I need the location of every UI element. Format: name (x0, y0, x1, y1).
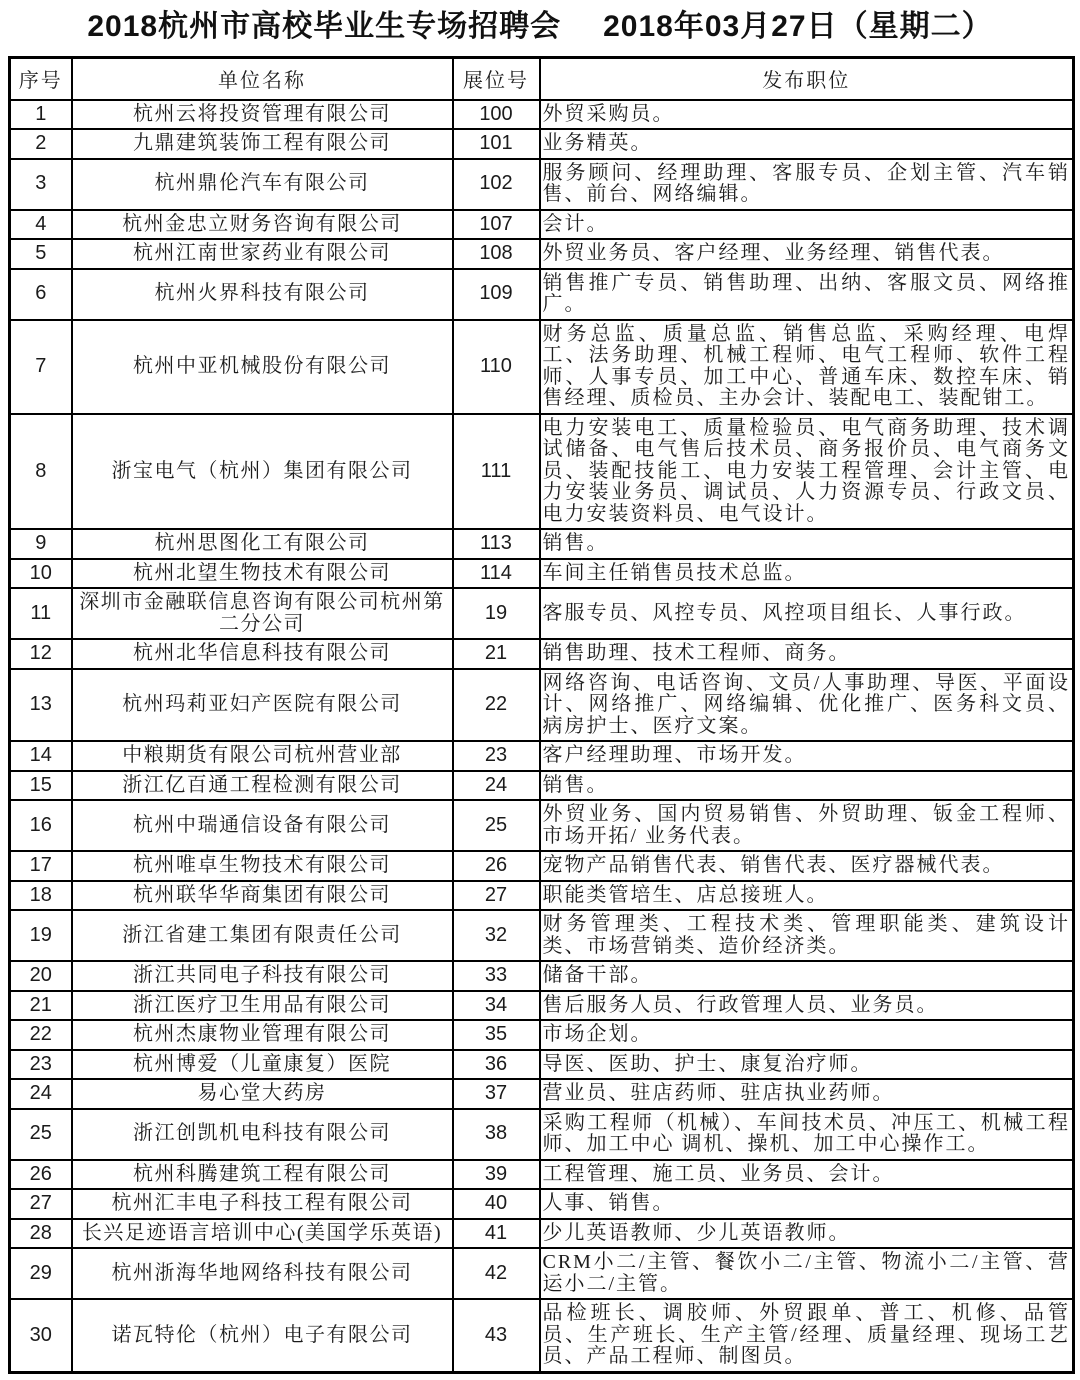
company-name-cell: 杭州火界科技有限公司 (72, 269, 453, 320)
table-row (10, 881, 1074, 911)
table-row (10, 851, 1074, 881)
serial-number-cell: 25 (10, 1109, 72, 1160)
serial-number-cell: 28 (10, 1219, 72, 1249)
table-row (10, 1160, 1074, 1190)
booth-number-cell: 33 (453, 961, 540, 991)
positions-cell: 储备干部。 (540, 961, 1074, 991)
table-body (10, 100, 1074, 1373)
company-name-cell: 杭州中亚机械股份有限公司 (72, 320, 453, 414)
serial-number-cell: 14 (10, 741, 72, 771)
company-name-cell: 杭州思图化工有限公司 (72, 529, 453, 559)
company-name-cell: 杭州北华信息科技有限公司 (72, 639, 453, 669)
serial-number-cell: 15 (10, 771, 72, 801)
positions-cell: 车间主任销售员技术总监。 (540, 559, 1074, 589)
company-name-cell: 杭州江南世家药业有限公司 (72, 239, 453, 269)
serial-number-cell: 24 (10, 1079, 72, 1109)
booth-number-cell: 39 (453, 1160, 540, 1190)
serial-number-cell: 8 (10, 414, 72, 530)
company-name-cell: 长兴足迹语言培训中心(美国学乐英语) (72, 1219, 453, 1249)
booth-number-cell: 23 (453, 741, 540, 771)
serial-number-cell: 6 (10, 269, 72, 320)
booth-number-cell: 21 (453, 639, 540, 669)
column-header-company-name: 单位名称 (72, 58, 453, 100)
positions-cell: 品检班长、调胶师、外贸跟单、普工、机修、品管员、生产班长、生产主管/经理、质量经理、现场工艺员、产品工程师、制图员。 (540, 1299, 1074, 1372)
serial-number-cell: 29 (10, 1248, 72, 1299)
positions-cell: 客户经理助理、市场开发。 (540, 741, 1074, 771)
table-row (10, 588, 1074, 639)
booth-number-cell: 25 (453, 800, 540, 851)
serial-number-cell: 5 (10, 239, 72, 269)
serial-number-cell: 11 (10, 588, 72, 639)
table-row (10, 1189, 1074, 1219)
table-row (10, 1109, 1074, 1160)
booth-number-cell: 34 (453, 991, 540, 1021)
booth-number-cell: 38 (453, 1109, 540, 1160)
positions-cell: 售后服务人员、行政管理人员、业务员。 (540, 991, 1074, 1021)
booth-number-cell: 19 (453, 588, 540, 639)
company-name-cell: 中粮期货有限公司杭州营业部 (72, 741, 453, 771)
serial-number-cell: 27 (10, 1189, 72, 1219)
serial-number-cell: 26 (10, 1160, 72, 1190)
company-name-cell: 杭州唯卓生物技术有限公司 (72, 851, 453, 881)
serial-number-cell: 18 (10, 881, 72, 911)
table-row (10, 320, 1074, 414)
positions-cell: 客服专员、风控专员、风控项目组长、人事行政。 (540, 588, 1074, 639)
booth-number-cell: 24 (453, 771, 540, 801)
serial-number-cell: 20 (10, 961, 72, 991)
booth-number-cell: 102 (453, 159, 540, 210)
booth-number-cell: 107 (453, 210, 540, 240)
company-name-cell: 杭州北望生物技术有限公司 (72, 559, 453, 589)
booth-number-cell: 22 (453, 669, 540, 742)
serial-number-cell: 4 (10, 210, 72, 240)
booth-number-cell: 108 (453, 239, 540, 269)
table-row (10, 129, 1074, 159)
positions-cell: 职能类管培生、店总接班人。 (540, 881, 1074, 911)
table-row (10, 239, 1074, 269)
title-event-name: 2018杭州市高校毕业生专场招聘会 (87, 10, 562, 43)
positions-cell: 工程管理、施工员、业务员、会计。 (540, 1160, 1074, 1190)
company-name-cell: 杭州金忠立财务咨询有限公司 (72, 210, 453, 240)
positions-cell: 会计。 (540, 210, 1074, 240)
table-row (10, 269, 1074, 320)
positions-cell: 外贸业务、国内贸易销售、外贸助理、钣金工程师、市场开拓/ 业务代表。 (540, 800, 1074, 851)
company-name-cell: 杭州汇丰电子科技工程有限公司 (72, 1189, 453, 1219)
serial-number-cell: 21 (10, 991, 72, 1021)
positions-cell: 外贸业务员、客户经理、业务经理、销售代表。 (540, 239, 1074, 269)
booth-number-cell: 109 (453, 269, 540, 320)
serial-number-cell: 23 (10, 1050, 72, 1080)
title-date: 2018年03月27日（星期二） (603, 10, 993, 43)
positions-cell: 市场企划。 (540, 1020, 1074, 1050)
booth-number-cell: 101 (453, 129, 540, 159)
booth-number-cell: 26 (453, 851, 540, 881)
table-row (10, 1219, 1074, 1249)
table-row (10, 639, 1074, 669)
positions-cell: 外贸采购员。 (540, 100, 1074, 130)
serial-number-cell: 1 (10, 100, 72, 130)
booth-number-cell: 41 (453, 1219, 540, 1249)
table-row (10, 1079, 1074, 1109)
serial-number-cell: 2 (10, 129, 72, 159)
table-row (10, 100, 1074, 130)
serial-number-cell: 12 (10, 639, 72, 669)
company-name-cell: 易心堂大药房 (72, 1079, 453, 1109)
company-name-cell: 杭州杰康物业管理有限公司 (72, 1020, 453, 1050)
booth-number-cell: 27 (453, 881, 540, 911)
table-row (10, 559, 1074, 589)
booth-number-cell: 37 (453, 1079, 540, 1109)
table-row (10, 771, 1074, 801)
company-name-cell: 杭州联华华商集团有限公司 (72, 881, 453, 911)
company-name-cell: 杭州博爱（儿童康复）医院 (72, 1050, 453, 1080)
table-row (10, 991, 1074, 1021)
table-row (10, 414, 1074, 530)
serial-number-cell: 9 (10, 529, 72, 559)
booth-number-cell: 43 (453, 1299, 540, 1372)
booth-number-cell: 40 (453, 1189, 540, 1219)
serial-number-cell: 30 (10, 1299, 72, 1372)
positions-cell: 销售。 (540, 529, 1074, 559)
company-name-cell: 杭州中瑞通信设备有限公司 (72, 800, 453, 851)
positions-cell: CRM小二/主管、餐饮小二/主管、物流小二/主管、营运小二/主管。 (540, 1248, 1074, 1299)
positions-cell: 营业员、驻店药师、驻店执业药师。 (540, 1079, 1074, 1109)
positions-cell: 宠物产品销售代表、销售代表、医疗器械代表。 (540, 851, 1074, 881)
booth-number-cell: 111 (453, 414, 540, 530)
company-name-cell: 浙江亿百通工程检测有限公司 (72, 771, 453, 801)
serial-number-cell: 10 (10, 559, 72, 589)
column-header-positions: 发布职位 (540, 58, 1074, 100)
table-row (10, 210, 1074, 240)
booth-number-cell: 114 (453, 559, 540, 589)
company-name-cell: 杭州浙海华地网络科技有限公司 (72, 1248, 453, 1299)
table-header-row (10, 58, 1074, 100)
positions-cell: 销售。 (540, 771, 1074, 801)
table-row (10, 669, 1074, 742)
column-header-booth-number: 展位号 (453, 58, 540, 100)
positions-cell: 财务总监、质量总监、销售总监、采购经理、电焊工、法务助理、机械工程师、电气工程师、软件工程师、人事专员、加工中心、普通车床、数控车床、销售经理、质检员、主办会计、装配电工、装配钳工。 (540, 320, 1074, 414)
booth-number-cell: 113 (453, 529, 540, 559)
serial-number-cell: 16 (10, 800, 72, 851)
company-name-cell: 浙江共同电子科技有限公司 (72, 961, 453, 991)
serial-number-cell: 7 (10, 320, 72, 414)
serial-number-cell: 19 (10, 910, 72, 961)
table-row (10, 1020, 1074, 1050)
page-title (0, 8, 1080, 46)
positions-cell: 少儿英语教师、少儿英语教师。 (540, 1219, 1074, 1249)
company-name-cell: 杭州鼎伦汽车有限公司 (72, 159, 453, 210)
serial-number-cell: 22 (10, 1020, 72, 1050)
table-row (10, 529, 1074, 559)
booth-number-cell: 42 (453, 1248, 540, 1299)
company-name-cell: 杭州科腾建筑工程有限公司 (72, 1160, 453, 1190)
positions-cell: 人事、销售。 (540, 1189, 1074, 1219)
serial-number-cell: 17 (10, 851, 72, 881)
company-name-cell: 浙宝电气（杭州）集团有限公司 (72, 414, 453, 530)
positions-cell: 服务顾问、经理助理、客服专员、企划主管、汽车销售、前台、网络编辑。 (540, 159, 1074, 210)
serial-number-cell: 3 (10, 159, 72, 210)
positions-cell: 电力安装电工、质量检验员、电气商务助理、技术调试储备、电气售后技术员、商务报价员、电气商务文员、装配技能工、电力安装工程管理、会计主管、电力安装业务员、调试员、人力资源专员、行政文员、电力安装资料员、电气设计。 (540, 414, 1074, 530)
table-row (10, 961, 1074, 991)
table-row (10, 1050, 1074, 1080)
company-name-cell: 杭州云将投资管理有限公司 (72, 100, 453, 130)
positions-cell: 网络咨询、电话咨询、文员/人事助理、导医、平面设计、网络推广、网络编辑、优化推广、医务科文员、病房护士、医疗文案。 (540, 669, 1074, 742)
table-row (10, 800, 1074, 851)
column-header-serial-number: 序号 (10, 58, 72, 100)
company-name-cell: 浙江医疗卫生用品有限公司 (72, 991, 453, 1021)
booth-number-cell: 110 (453, 320, 540, 414)
table-row (10, 159, 1074, 210)
positions-cell: 业务精英。 (540, 129, 1074, 159)
booth-number-cell: 100 (453, 100, 540, 130)
job-fair-table (8, 56, 1075, 1374)
positions-cell: 采购工程师（机械）、车间技术员、冲压工、机械工程师、加工中心 调机、操机、加工中心操作工。 (540, 1109, 1074, 1160)
positions-cell: 导医、医助、护士、康复治疗师。 (540, 1050, 1074, 1080)
table-row (10, 741, 1074, 771)
company-name-cell: 深圳市金融联信息咨询有限公司杭州第二分公司 (72, 588, 453, 639)
positions-cell: 销售推广专员、销售助理、出纳、客服文员、网络推广。 (540, 269, 1074, 320)
company-name-cell: 浙江省建工集团有限责任公司 (72, 910, 453, 961)
table-row (10, 910, 1074, 961)
company-name-cell: 诺瓦特伦（杭州）电子有限公司 (72, 1299, 453, 1372)
company-name-cell: 浙江创凯机电科技有限公司 (72, 1109, 453, 1160)
company-name-cell: 九鼎建筑装饰工程有限公司 (72, 129, 453, 159)
positions-cell: 财务管理类、工程技术类、管理职能类、建筑设计类、市场营销类、造价经济类。 (540, 910, 1074, 961)
serial-number-cell: 13 (10, 669, 72, 742)
table-row (10, 1248, 1074, 1299)
booth-number-cell: 32 (453, 910, 540, 961)
booth-number-cell: 35 (453, 1020, 540, 1050)
booth-number-cell: 36 (453, 1050, 540, 1080)
company-name-cell: 杭州玛莉亚妇产医院有限公司 (72, 669, 453, 742)
table-row (10, 1299, 1074, 1372)
positions-cell: 销售助理、技术工程师、商务。 (540, 639, 1074, 669)
